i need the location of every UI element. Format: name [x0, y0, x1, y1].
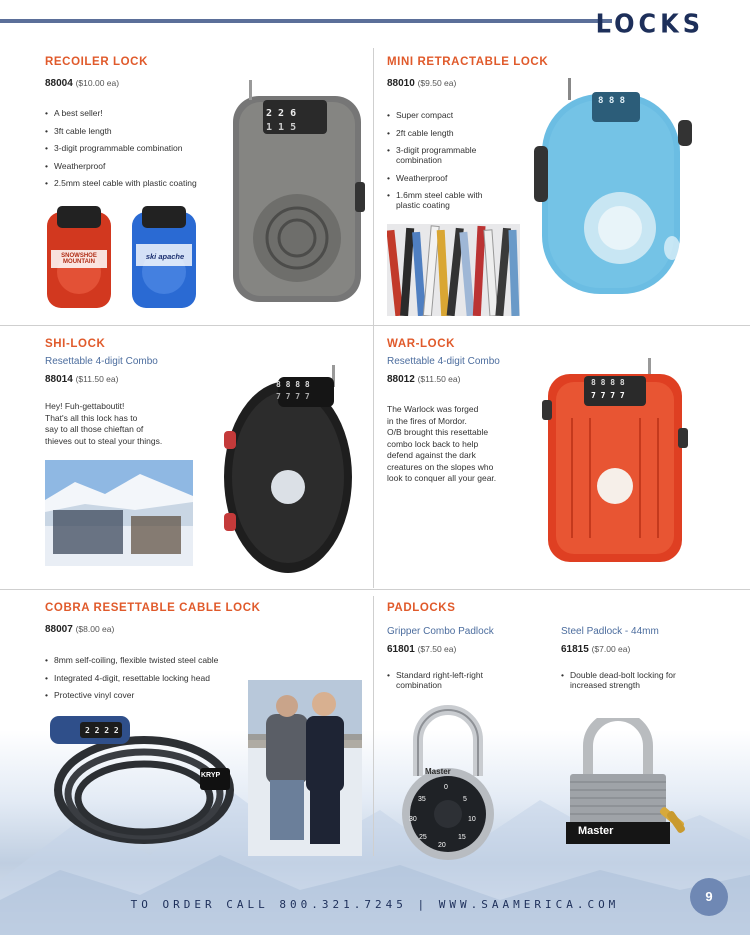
- product-subtitle: Steel Padlock - 44mm: [561, 626, 659, 637]
- feature-item: • Standard right-left-right combination: [387, 670, 517, 690]
- product-title: WAR-LOCK: [387, 338, 456, 350]
- feature-item: • 3ft cable length: [45, 126, 235, 136]
- product-price: ($9.50 ea): [417, 78, 457, 88]
- product-subtitle: Gripper Combo Padlock: [387, 626, 494, 637]
- ski-apache-logo: ski apache: [145, 252, 185, 261]
- product-sku-line: [45, 624, 114, 635]
- product-title: PADLOCKS: [387, 602, 456, 614]
- product-sku: 88010: [387, 78, 415, 89]
- recoiler-grey-image: [227, 78, 367, 306]
- cable-strap-logo: KRYP: [201, 772, 221, 779]
- dial-number: 30: [409, 816, 417, 823]
- padlock-brand: Master: [578, 825, 614, 837]
- product-title: RECOILER LOCK: [45, 56, 148, 68]
- page-number: 9: [690, 878, 728, 916]
- product-sku: 61801: [387, 644, 415, 655]
- feature-item: • 3-digit programmable combination: [45, 143, 235, 153]
- order-contact-line: TO ORDER CALL 800.321.7245 | WWW.SAAMERICA.COM: [130, 898, 620, 911]
- feature-item: • 1.6mm steel cable with plastic coating: [387, 190, 497, 210]
- feature-item: • Protective vinyl cover: [45, 690, 255, 700]
- combination-dial: 1 1 5: [266, 122, 297, 133]
- snowshoe-logo: SNOWSHOE MOUNTAIN: [61, 253, 97, 265]
- product-price: ($8.00 ea): [75, 624, 115, 634]
- product-price: ($7.00 ea): [591, 644, 631, 654]
- combination-dial: 8 8 8: [598, 96, 626, 106]
- feature-item: • Weatherproof: [45, 161, 235, 171]
- feature-list: [387, 110, 497, 218]
- product-description: Hey! Fuh-gettaboutit! That's all this lock has to say to all those chieftan of thieves out to steal your things.: [45, 401, 163, 446]
- combination-dial: 7 7 7 7: [591, 391, 625, 400]
- combination-dial: 2 2 2 2: [85, 726, 119, 735]
- feature-item: • 2ft cable length: [387, 128, 497, 138]
- feature-item: • A best seller!: [45, 108, 235, 118]
- product-sku-line: [387, 644, 456, 655]
- dial-number: 15: [458, 834, 466, 841]
- product-title: COBRA RESETTABLE CABLE LOCK: [45, 602, 261, 614]
- combination-dial: 8 8 8 8: [591, 378, 625, 387]
- ski-resort-photo: [45, 460, 193, 566]
- feature-item: • Double dead-bolt locking for increased strength: [561, 670, 691, 690]
- product-sku: 88004: [45, 78, 73, 89]
- feature-item: • Super compact: [387, 110, 497, 120]
- feature-list: [45, 108, 235, 196]
- product-sku: 88014: [45, 374, 73, 385]
- dial-number: 35: [418, 796, 426, 803]
- feature-list: [561, 670, 691, 698]
- feature-item: • Weatherproof: [387, 173, 497, 183]
- product-subtitle: Resettable 4-digit Combo: [387, 356, 500, 367]
- product-price: ($11.50 ea): [75, 374, 119, 384]
- row-divider: [0, 325, 750, 326]
- product-sku-line: [387, 78, 456, 89]
- column-divider: [373, 48, 374, 588]
- product-sku-line: [387, 374, 460, 385]
- product-price: ($10.00 ea): [75, 78, 120, 88]
- feature-item: • 3-digit programmable combination: [387, 145, 497, 165]
- product-description: The Warlock was forged in the fires of Mordor. O/B brought this resettable combo lock back to help defend against the dark creatures on the slopes who look to conquer all your gear.: [387, 404, 497, 483]
- dial-number: 0: [444, 784, 448, 791]
- war-lock-image: [540, 358, 690, 564]
- product-title: MINI RETRACTABLE LOCK: [387, 56, 549, 68]
- combination-dial: 2 2 6: [266, 108, 297, 119]
- feature-item: • 8mm self-coiling, flexible twisted steel cable: [45, 655, 255, 665]
- padlock-brand: Master: [425, 767, 451, 776]
- cobra-cable-image: [40, 710, 235, 850]
- product-sku-line: [45, 78, 119, 89]
- police-arrest-photo: [248, 680, 362, 856]
- dial-number: 20: [438, 842, 446, 849]
- column-divider: [373, 596, 374, 856]
- product-sku: 88012: [387, 374, 415, 385]
- product-sku: 61815: [561, 644, 589, 655]
- product-title: SHI-LOCK: [45, 338, 106, 350]
- page-title: LOCKS: [595, 8, 704, 40]
- product-subtitle: Resettable 4-digit Combo: [45, 356, 158, 367]
- product-sku-line: [561, 644, 630, 655]
- feature-item: • 2.5mm steel cable with plastic coating: [45, 178, 235, 188]
- combo-padlock-image: [392, 704, 504, 862]
- feature-item: • Integrated 4-digit, resettable locking head: [45, 673, 255, 683]
- combination-dial: 8 8 8 8: [276, 380, 310, 389]
- dial-number: 5: [463, 796, 467, 803]
- product-sku-line: [45, 374, 118, 385]
- steel-padlock-image: [560, 718, 692, 864]
- combination-dial: 7 7 7 7: [276, 392, 310, 401]
- dial-number: 10: [468, 816, 476, 823]
- product-price: ($11.50 ea): [417, 374, 461, 384]
- feature-list: [387, 670, 517, 698]
- row-divider: [0, 589, 750, 590]
- ski-rack-photo: [387, 224, 520, 316]
- mini-lock-image: [534, 78, 694, 300]
- dial-number: 25: [419, 834, 427, 841]
- product-price: ($7.50 ea): [417, 644, 457, 654]
- feature-list: [45, 655, 255, 708]
- header-rule: [0, 19, 612, 23]
- product-sku: 88007: [45, 624, 73, 635]
